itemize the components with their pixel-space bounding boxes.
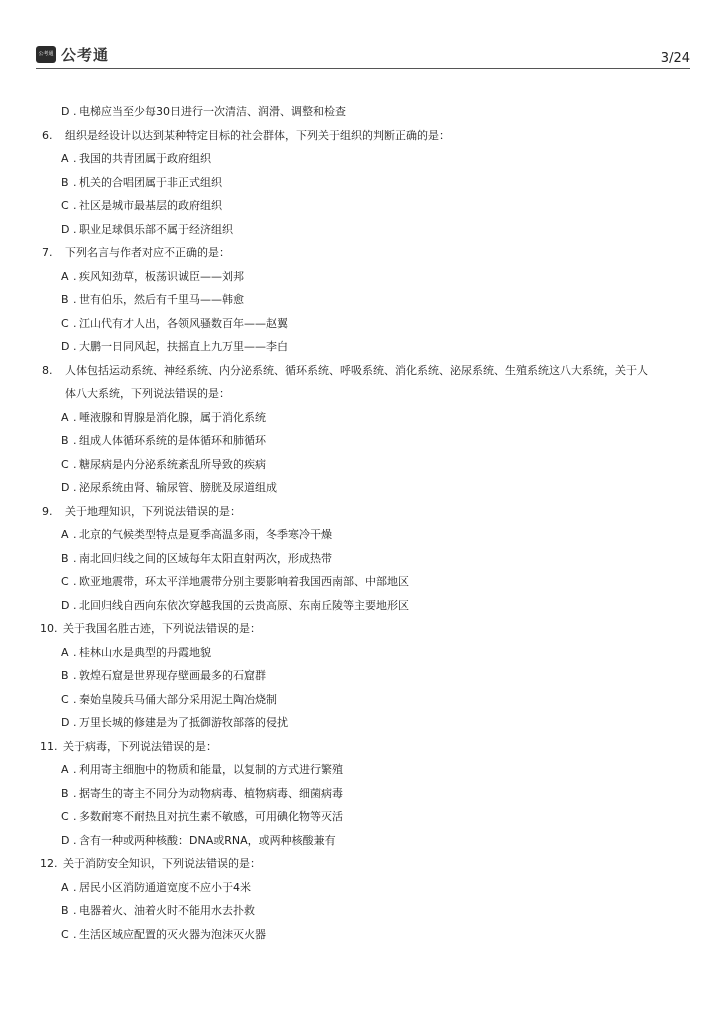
line-text: 疾风知劲草，板荡识诚臣——刘邦: [79, 269, 244, 283]
question-stem: [42, 622, 692, 635]
option-label: C: [61, 316, 69, 330]
answer-option: [42, 411, 692, 424]
question-number: 10.: [40, 622, 58, 635]
option-separator: .: [73, 410, 77, 424]
page-header: [36, 40, 690, 68]
answer-option: [42, 669, 692, 682]
question-stem: [42, 129, 692, 142]
answer-option: [42, 787, 692, 800]
option-label: C: [61, 199, 69, 212]
answer-option: [42, 834, 692, 847]
line-text: 电梯应当至少每30日进行一次清洁、润滑、调整和检查: [79, 105, 346, 118]
line-text: 桂林山水是典型的丹霞地貌: [79, 645, 211, 659]
option-label: C: [61, 457, 69, 471]
question-stem: [42, 857, 692, 870]
question-number: 7.: [42, 246, 53, 259]
option-separator: .: [73, 293, 77, 306]
answer-option: [42, 810, 692, 823]
line-text: 世有伯乐，然后有千里马——韩愈: [79, 293, 244, 306]
option-label: A: [61, 410, 69, 424]
line-text: 生活区域应配置的灭火器为泡沫灭火器: [79, 927, 266, 941]
option-separator: .: [73, 551, 77, 565]
line-text: 秦始皇陵兵马俑大部分采用泥土陶冶烧制: [79, 692, 277, 706]
question-number: 9.: [42, 504, 53, 518]
answer-option: [42, 763, 692, 776]
option-label: D: [61, 481, 70, 494]
option-label: D: [61, 340, 70, 353]
line-text: 江山代有才人出，各领风骚数百年——赵翼: [79, 316, 288, 330]
option-label: B: [61, 293, 69, 306]
line-text: 人体包括运动系统、神经系统、内分泌系统、循环系统、呼吸系统、消化系统、泌尿系统、生殖系统这八大系统，关于人: [65, 363, 648, 377]
line-text: 下列名言与作者对应不正确的是：: [65, 246, 230, 259]
answer-option: [42, 223, 692, 236]
option-separator: .: [73, 880, 77, 894]
option-separator: .: [73, 810, 77, 823]
line-text: 据寄生的寄主不同分为动物病毒、植物病毒、细菌病毒: [79, 786, 343, 800]
option-separator: .: [73, 645, 77, 659]
option-separator: .: [73, 833, 77, 847]
answer-option: [42, 458, 692, 471]
line-text: 体八大系统，下列说法错误的是：: [65, 387, 230, 400]
logo-badge-icon: 公考通: [36, 46, 56, 63]
option-label: D: [61, 105, 70, 118]
line-text: 机关的合唱团属于非正式组织: [79, 175, 222, 189]
answer-option: [42, 293, 692, 306]
answer-option: [42, 693, 692, 706]
line-text: 泌尿系统由肾、输尿管、膀胱及尿道组成: [79, 481, 277, 494]
question-stem-continuation: [42, 387, 692, 400]
line-text: 利用寄主细胞中的物质和能量，以复制的方式进行繁殖: [79, 763, 343, 776]
option-separator: .: [73, 481, 77, 494]
option-separator: .: [73, 786, 77, 800]
option-label: D: [61, 716, 70, 729]
answer-option: [42, 881, 692, 894]
line-text: 关于地理知识，下列说法错误的是：: [65, 504, 241, 518]
option-separator: .: [73, 763, 77, 776]
answer-option: [42, 599, 692, 612]
option-separator: .: [73, 175, 77, 189]
line-text: 万里长城的修建是为了抵御游牧部落的侵扰: [79, 716, 288, 729]
answer-option: [42, 270, 692, 283]
option-separator: .: [73, 528, 77, 541]
option-separator: .: [73, 927, 77, 941]
option-separator: .: [73, 904, 77, 917]
option-label: B: [61, 669, 69, 682]
answer-option: [42, 434, 692, 447]
line-text: 糖尿病是内分泌系统紊乱所导致的疾病: [79, 457, 266, 471]
option-label: B: [61, 551, 69, 565]
answer-option: [42, 575, 692, 588]
option-label: A: [61, 528, 69, 541]
option-separator: .: [73, 152, 77, 165]
question-number: 12.: [40, 857, 58, 870]
line-text: 组织是经设计以达到某种特定目标的社会群体，下列关于组织的判断正确的是：: [65, 128, 450, 142]
option-separator: .: [73, 598, 77, 612]
option-label: D: [61, 222, 70, 236]
question-stem: [42, 740, 692, 753]
line-text: 关于我国名胜古迹，下列说法错误的是：: [63, 622, 261, 635]
header-divider: [36, 68, 690, 69]
question-number: 8.: [42, 363, 53, 377]
option-separator: .: [73, 222, 77, 236]
line-text: 大鹏一日同风起，扶摇直上九万里——李白: [79, 340, 288, 353]
line-text: 唾液腺和胃腺是消化腺，属于消化系统: [79, 410, 266, 424]
answer-option: [42, 199, 692, 212]
line-text: 关于病毒，下列说法错误的是：: [63, 739, 217, 753]
question-number: 11.: [40, 739, 58, 753]
option-label: C: [61, 575, 69, 588]
option-label: C: [61, 810, 69, 823]
line-text: 关于消防安全知识，下列说法错误的是：: [63, 857, 261, 870]
option-label: B: [61, 786, 69, 800]
option-separator: .: [73, 692, 77, 706]
option-label: D: [61, 598, 70, 612]
option-label: B: [61, 175, 69, 189]
answer-option: [42, 176, 692, 189]
option-label: A: [61, 645, 69, 659]
page-number: 3/24: [660, 51, 690, 66]
option-label: D: [61, 833, 70, 847]
option-separator: .: [73, 457, 77, 471]
line-text: 社区是城市最基层的政府组织: [79, 199, 222, 212]
option-separator: .: [73, 199, 77, 212]
option-label: A: [61, 763, 69, 776]
line-text: 南北回归线之间的区域每年太阳直射两次，形成热带: [79, 551, 332, 565]
answer-option: [42, 928, 692, 941]
question-number: 6.: [42, 128, 53, 142]
option-separator: .: [73, 716, 77, 729]
line-text: 职业足球俱乐部不属于经济组织: [79, 222, 233, 236]
line-text: 敦煌石窟是世界现存壁画最多的石窟群: [79, 669, 266, 682]
option-separator: .: [73, 669, 77, 682]
line-text: 多数耐寒不耐热且对抗生素不敏感，可用碘化物等灭活: [79, 810, 343, 823]
option-separator: .: [73, 434, 77, 447]
answer-option: [42, 904, 692, 917]
line-text: 电器着火、油着火时不能用水去扑救: [79, 904, 255, 917]
line-text: 含有一种或两种核酸：DNA或RNA，或两种核酸兼有: [79, 833, 336, 847]
answer-option: [42, 646, 692, 659]
option-separator: .: [73, 269, 77, 283]
option-separator: .: [73, 575, 77, 588]
answer-option: [42, 716, 692, 729]
line-text: 北京的气候类型特点是夏季高温多雨，冬季寒冷干燥: [79, 528, 332, 541]
answer-option: [42, 105, 692, 118]
answer-option: [42, 152, 692, 165]
answer-option: [42, 528, 692, 541]
logo-text: 公考通: [61, 46, 110, 64]
line-text: 欧亚地震带，环太平洋地震带分别主要影响着我国西南部、中部地区: [79, 575, 409, 588]
question-content: [42, 105, 692, 951]
option-separator: .: [73, 105, 77, 118]
question-stem: [42, 364, 692, 377]
option-label: B: [61, 904, 69, 917]
question-stem: [42, 246, 692, 259]
option-label: C: [61, 927, 69, 941]
line-text: 组成人体循环系统的是体循环和肺循环: [79, 434, 266, 447]
line-text: 我国的共青团属于政府组织: [79, 152, 211, 165]
answer-option: [42, 317, 692, 330]
question-stem: [42, 505, 692, 518]
answer-option: [42, 481, 692, 494]
answer-option: [42, 552, 692, 565]
option-label: A: [61, 152, 69, 165]
option-label: A: [61, 269, 69, 283]
option-separator: .: [73, 340, 77, 353]
line-text: 居民小区消防通道宽度不应小于4米: [79, 880, 251, 894]
answer-option: [42, 340, 692, 353]
option-label: A: [61, 880, 69, 894]
brand-logo: [36, 44, 109, 65]
option-separator: .: [73, 316, 77, 330]
line-text: 北回归线自西向东依次穿越我国的云贵高原、东南丘陵等主要地形区: [79, 598, 409, 612]
option-label: C: [61, 692, 69, 706]
option-label: B: [61, 434, 69, 447]
